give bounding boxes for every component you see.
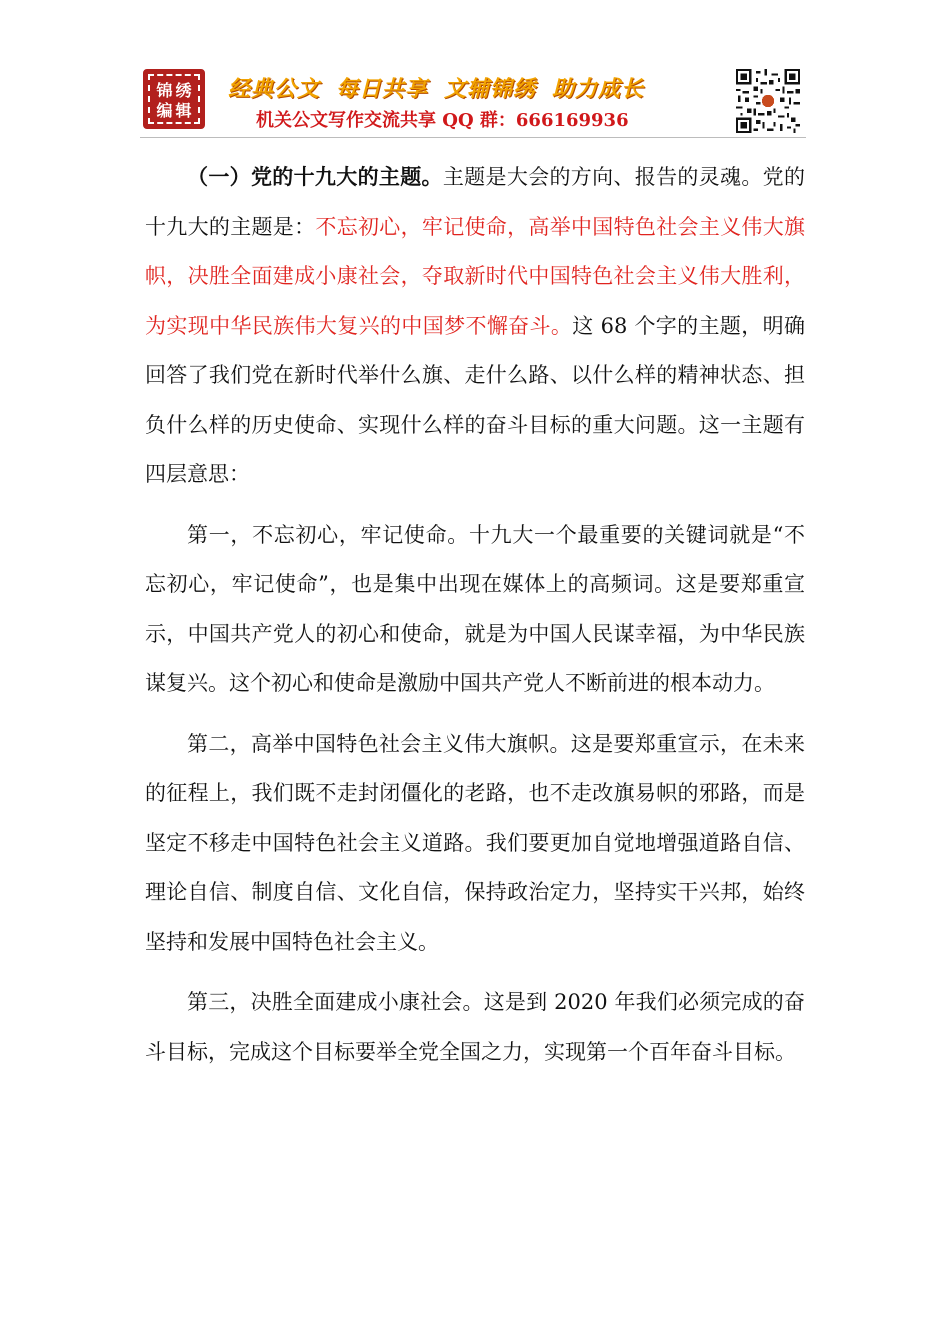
- slogan-part: 经典公文: [228, 77, 321, 102]
- qr-code-icon: [736, 69, 800, 133]
- document-body: [145, 152, 805, 1077]
- seal-char: 编: [156, 101, 173, 120]
- paragraph-first: 第一，不忘初心，牢记使命。十九大一个最重要的关键词就是“不忘初心，牢记使命”，也是集中出现在媒体上的高频词。这是要郑重宣示，中国共产党人的初心和使命，就是为中国人民谋幸福，为中华民族谋复兴。这个初心和使命是激励中国共产党人不断前进的根本动力。: [145, 522, 805, 695]
- seal-char: 辑: [175, 101, 192, 120]
- paragraph-theme: [145, 152, 805, 500]
- highlight-text: 不忘初心，牢记使命，高举中国特色社会主义伟大旗帜，决胜全面建成小康社会，夺取新时代中国特色社会主义伟大胜利，为实现中华民族伟大复兴的中国梦不懈奋斗。: [145, 214, 806, 338]
- seal-char: 绣: [175, 81, 192, 100]
- slogan-part: 助力成长: [552, 77, 645, 102]
- section-heading: （一）党的十九大的主题。: [187, 164, 443, 189]
- paragraph-third: 第三，决胜全面建成小康社会。这是到 2020 年我们必须完成的奋斗目标，完成这个目标要举全党全国之力，实现第一个百年奋斗目标。: [145, 990, 805, 1064]
- body-text: 主题是大会的方向、报告的灵魂。党的十九大的主题是：: [145, 165, 806, 239]
- slogan-part: 每日共享: [336, 77, 429, 102]
- header-divider: [140, 137, 806, 138]
- body-text: 这 68 个字的主题，明确回答了我们党在新时代举什么旗、走什么路、以什么样的精神状态、担负什么样的历史使命、实现什么样的奋斗目标的重大问题。这一主题有四层意思：: [145, 313, 805, 486]
- slogan-part: 文辅锦绣: [444, 77, 537, 102]
- page-header: [140, 66, 806, 136]
- header-subline: 机关公文写作交流共享 QQ 群：666169936: [256, 110, 629, 131]
- seal-char: 锦: [156, 81, 173, 100]
- paragraph-second: 第二，高举中国特色社会主义伟大旗帜。这是要郑重宣示，在未来的征程上，我们既不走封闭僵化的老路，也不走改旗易帜的邪路，而是坚定不移走中国特色社会主义道路。我们要更加自觉地增强道路自信、理论自信、制度自信、文化自信，保持政治定力，坚持实干兴邦，始终坚持和发展中国特色社会主义。: [145, 731, 805, 954]
- seal-logo: [143, 69, 205, 129]
- header-slogan: [228, 72, 728, 103]
